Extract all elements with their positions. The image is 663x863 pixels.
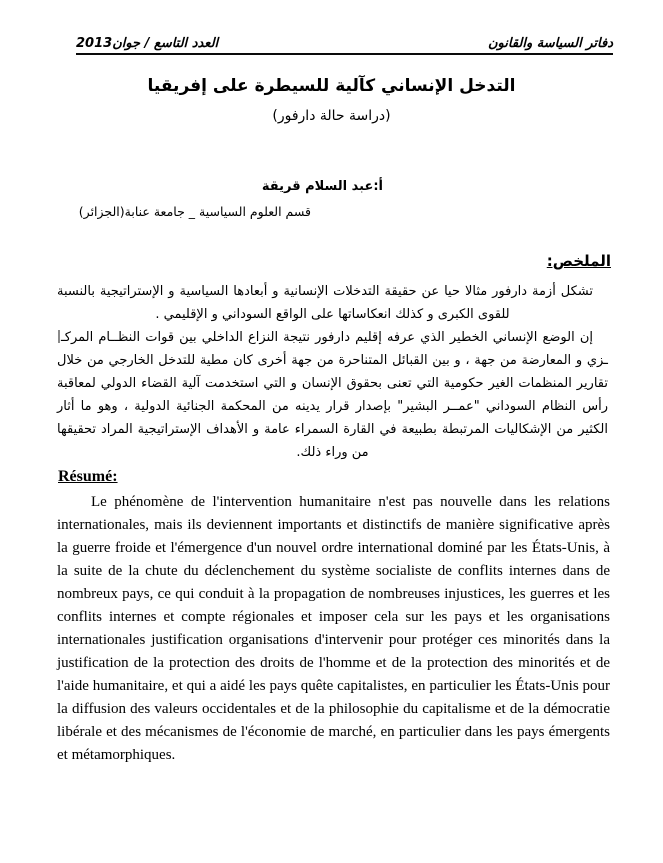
journal-header (76, 36, 613, 55)
abstract-heading-french: Résumé: (58, 468, 118, 485)
article-title: التدخل الإنساني كآلية للسيطرة على إفريقيا (147, 76, 516, 96)
abstract-arabic-paragraph-2-part1: إن الوضع الإنساني الخطير الذي عرفه إقليم دارفور نتيجة النزاع الداخلي بين قوات النظــام المركـ (61, 330, 593, 345)
article-subtitle: (دراسة حالة دارفور) (272, 108, 391, 124)
abstract-french-paragraph: Le phénomène de l'intervention humanitaire n'est pas nouvelle dans les relations internationales, mais ils deviennent importants et distinctifs de manière significative après la guerre froide et l'émergence d'un nouvel ordre international dominé par les États-Unis, à la suite de la chute du déclenchement du système socialiste de conflits internes dans de nombreux pays, ce qui conduit à la propagation de nombreuses injustices, les guerres et les conflits internes et compte régionales et imposer cela sur les pays et les organisations internationales justification organisations d'intervenir pour protéger ces minorités dans la justification de la protection des droits de l'homme et de la protection des minorités et de l'aide humanitaire, et qui a aidé les pays quête capitalistes, en particulier les États-Unis pour la diffusion des valeurs occidentales et de la philosophie du capitalisme et de la démocratie libérale et des mécanismes de l'économie de marché, en particulier dans les pays émergents et métamorphiques. (57, 494, 610, 763)
abstract-heading-arabic: الملخص: (546, 252, 611, 270)
text-cursor-artifact (58, 330, 60, 343)
issue-label: العدد التاسع / جوان2013 (76, 36, 219, 51)
abstract-arabic-paragraph-2-part2: ـزي و المعارضة من جهة ، و بين القبائل المتناحرة من جهة أخرى كان مطية للتدخل الخارجي من خلال تقارير المنظمات الغير حكومية التي تعنى بحقوق الإنسان و التي استخدمت آلية القضاء الدولي لمعاقبة رأس النظام السوداني "عمــر البشير" بإصدار قرار يدينه من المحكمة الجنائية الدولية ، وهو ما أثار الكثير من الإشكاليات المرتبطة بطبيعة في القارة السمراء عامة و الأهداف الإستراتيجية المراد تحقيقها من وراء ذلك. (57, 353, 608, 460)
journal-title: دفاتر السياسة والقانون (488, 36, 613, 51)
author-name: أ:عبد السلام قريقة (261, 179, 383, 194)
abstract-arabic (57, 280, 608, 464)
abstract-arabic-paragraph-1: تشكل أزمة دارفور مثالا حيا عن حقيقة التدخلات الإنسانية و أبعادها السياسية و الإستراتيجية بالنسبة للقوى الكبرى و كذلك انعكاساتها على الواقع السوداني و الإقليمي . (57, 284, 593, 322)
abstract-arabic-paragraph-2 (57, 326, 608, 464)
author-affiliation: قسم العلوم السياسية _ جامعة عنابة(الجزائر) (78, 204, 311, 219)
